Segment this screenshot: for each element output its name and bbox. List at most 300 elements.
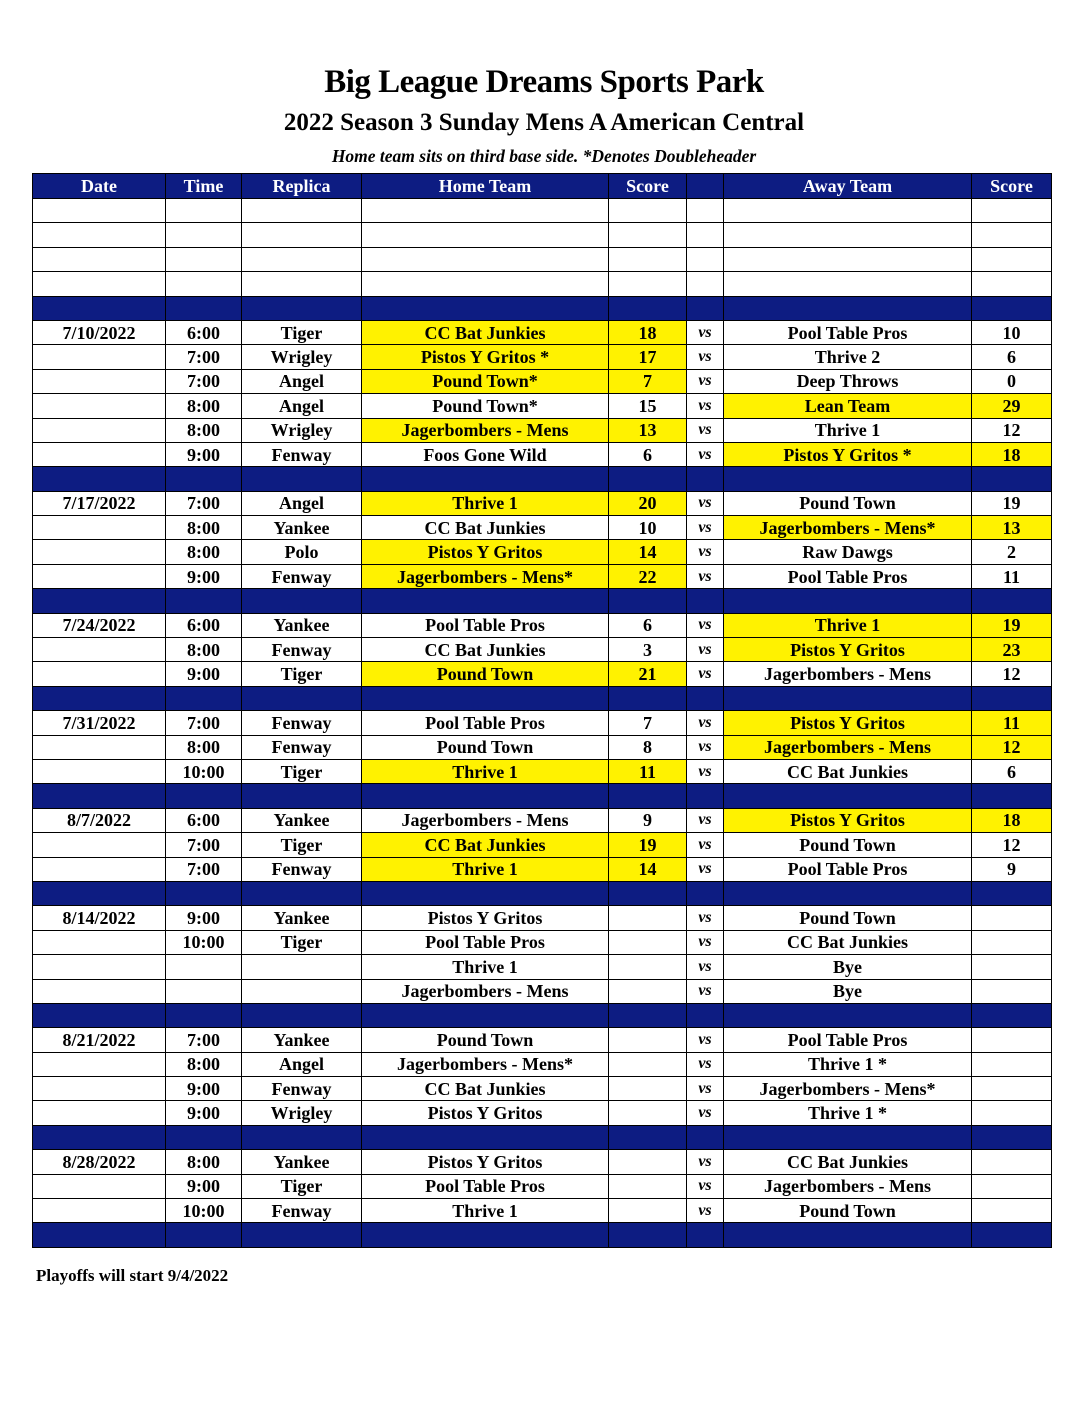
cell-home-team: CC Bat Junkies (362, 516, 609, 540)
cell-home-score: 10 (609, 516, 687, 540)
cell-replica: Wrigley (242, 345, 362, 369)
cell-vs (687, 247, 724, 271)
cell-vs (687, 589, 724, 613)
cell-home-team (362, 784, 609, 808)
cell-vs: vs (687, 979, 724, 1003)
cell-replica (242, 955, 362, 979)
cell-away-team: Jagerbombers - Mens (724, 1174, 972, 1198)
schedule-body (33, 199, 1052, 1248)
cell-time (166, 686, 242, 710)
col-header-date: Date (33, 174, 166, 199)
cell-time: 8:00 (166, 540, 242, 564)
cell-home-team: Jagerbombers - Mens (362, 808, 609, 832)
table-row (33, 833, 1052, 857)
cell-vs: vs (687, 1199, 724, 1223)
cell-date: 8/7/2022 (33, 808, 166, 832)
table-row (33, 662, 1052, 686)
separator-row (33, 1223, 1052, 1247)
cell-time: 6:00 (166, 320, 242, 344)
separator-row (33, 1003, 1052, 1027)
cell-home-team (362, 223, 609, 247)
cell-vs: vs (687, 418, 724, 442)
cell-replica (242, 247, 362, 271)
cell-time (166, 296, 242, 320)
cell-time: 10:00 (166, 930, 242, 954)
cell-time: 9:00 (166, 442, 242, 466)
cell-home-score (609, 1028, 687, 1052)
cell-away-score (972, 979, 1052, 1003)
cell-away-score (972, 1101, 1052, 1125)
table-row (33, 808, 1052, 832)
cell-away-score: 6 (972, 759, 1052, 783)
cell-away-team: CC Bat Junkies (724, 930, 972, 954)
cell-home-team: Pound Town* (362, 394, 609, 418)
cell-away-team: Pool Table Pros (724, 564, 972, 588)
cell-home-score: 14 (609, 540, 687, 564)
cell-away-score: 11 (972, 564, 1052, 588)
cell-date (33, 979, 166, 1003)
cell-time: 8:00 (166, 1150, 242, 1174)
cell-away-score: 18 (972, 808, 1052, 832)
cell-home-score: 13 (609, 418, 687, 442)
cell-away-score: 12 (972, 418, 1052, 442)
cell-away-team (724, 784, 972, 808)
col-header-away-team: Away Team (724, 174, 972, 199)
cell-home-team: Pistos Y Gritos (362, 1150, 609, 1174)
cell-home-team (362, 881, 609, 905)
table-row (33, 394, 1052, 418)
cell-replica: Fenway (242, 857, 362, 881)
cell-home-team: Pool Table Pros (362, 1174, 609, 1198)
cell-home-score (609, 979, 687, 1003)
table-row (33, 1174, 1052, 1198)
cell-home-team: Pound Town (362, 662, 609, 686)
cell-date (33, 589, 166, 613)
cell-home-team: Thrive 1 (362, 759, 609, 783)
cell-home-score (609, 1199, 687, 1223)
col-header-vs (687, 174, 724, 199)
cell-vs: vs (687, 930, 724, 954)
cell-replica (242, 589, 362, 613)
cell-home-score (609, 686, 687, 710)
cell-date (33, 418, 166, 442)
cell-away-score: 29 (972, 394, 1052, 418)
cell-vs (687, 1125, 724, 1149)
cell-date (33, 199, 166, 223)
cell-away-score: 9 (972, 857, 1052, 881)
page-title: Big League Dreams Sports Park (324, 64, 764, 100)
cell-home-score: 20 (609, 491, 687, 515)
cell-date (33, 955, 166, 979)
separator-row (33, 589, 1052, 613)
table-row (33, 1150, 1052, 1174)
cell-away-team (724, 881, 972, 905)
cell-date (33, 930, 166, 954)
cell-home-team: Pool Table Pros (362, 613, 609, 637)
col-header-home-team: Home Team (362, 174, 609, 199)
cell-time: 9:00 (166, 1077, 242, 1101)
cell-replica: Yankee (242, 613, 362, 637)
cell-away-team: Raw Dawgs (724, 540, 972, 564)
cell-replica: Tiger (242, 662, 362, 686)
cell-home-team: Thrive 1 (362, 857, 609, 881)
cell-replica: Wrigley (242, 418, 362, 442)
cell-date (33, 1077, 166, 1101)
cell-home-score: 7 (609, 711, 687, 735)
cell-away-score: 19 (972, 491, 1052, 515)
cell-home-score: 6 (609, 613, 687, 637)
cell-time: 6:00 (166, 808, 242, 832)
cell-date: 8/14/2022 (33, 906, 166, 930)
cell-replica: Angel (242, 1052, 362, 1076)
cell-away-score (972, 247, 1052, 271)
table-row (33, 345, 1052, 369)
cell-date: 7/31/2022 (33, 711, 166, 735)
table-row (33, 564, 1052, 588)
cell-away-score (972, 296, 1052, 320)
cell-replica: Fenway (242, 711, 362, 735)
cell-vs: vs (687, 638, 724, 662)
cell-home-score (609, 223, 687, 247)
schedule-note: Home team sits on third base side. *Denotes Doubleheader (331, 146, 757, 166)
cell-replica (242, 784, 362, 808)
cell-time (166, 1003, 242, 1027)
cell-time: 10:00 (166, 759, 242, 783)
table-row (33, 418, 1052, 442)
cell-vs (687, 199, 724, 223)
cell-home-team (362, 686, 609, 710)
cell-home-team: CC Bat Junkies (362, 320, 609, 344)
cell-away-score: 12 (972, 833, 1052, 857)
cell-away-team: Pistos Y Gritos * (724, 442, 972, 466)
cell-vs (687, 686, 724, 710)
cell-home-score (609, 1174, 687, 1198)
cell-date (33, 686, 166, 710)
cell-date (33, 1003, 166, 1027)
cell-vs: vs (687, 662, 724, 686)
cell-home-score: 17 (609, 345, 687, 369)
playoffs-note: Playoffs will start 9/4/2022 (36, 1266, 229, 1285)
cell-away-score (972, 1003, 1052, 1027)
cell-date (33, 881, 166, 905)
cell-home-score (609, 1150, 687, 1174)
table-row (33, 979, 1052, 1003)
cell-away-score: 12 (972, 735, 1052, 759)
cell-time (166, 247, 242, 271)
cell-date (33, 467, 166, 491)
cell-home-team: Pound Town* (362, 369, 609, 393)
cell-away-team (724, 247, 972, 271)
cell-home-score (609, 1101, 687, 1125)
cell-home-score: 9 (609, 808, 687, 832)
cell-date: 7/24/2022 (33, 613, 166, 637)
cell-home-team: Foos Gone Wild (362, 442, 609, 466)
cell-home-score: 3 (609, 638, 687, 662)
table-row (33, 320, 1052, 344)
cell-home-team: CC Bat Junkies (362, 833, 609, 857)
cell-date (33, 759, 166, 783)
table-row (33, 857, 1052, 881)
cell-away-team: Jagerbombers - Mens (724, 662, 972, 686)
table-row (33, 1028, 1052, 1052)
cell-time: 9:00 (166, 906, 242, 930)
table-row (33, 930, 1052, 954)
cell-replica: Fenway (242, 735, 362, 759)
cell-home-score (609, 881, 687, 905)
cell-date (33, 735, 166, 759)
cell-home-team: Pool Table Pros (362, 711, 609, 735)
cell-home-score (609, 784, 687, 808)
cell-away-team: Pistos Y Gritos (724, 638, 972, 662)
cell-away-score: 11 (972, 711, 1052, 735)
cell-away-score (972, 272, 1052, 296)
cell-home-score (609, 1223, 687, 1247)
cell-away-score (972, 1052, 1052, 1076)
cell-home-score (609, 272, 687, 296)
cell-vs (687, 272, 724, 296)
cell-away-score: 12 (972, 662, 1052, 686)
cell-away-team: Jagerbombers - Mens* (724, 1077, 972, 1101)
separator-row (33, 784, 1052, 808)
cell-away-team (724, 589, 972, 613)
cell-time (166, 881, 242, 905)
cell-away-team: Deep Throws (724, 369, 972, 393)
table-row (33, 442, 1052, 466)
cell-away-team: CC Bat Junkies (724, 1150, 972, 1174)
cell-time (166, 955, 242, 979)
cell-away-score: 13 (972, 516, 1052, 540)
cell-away-score (972, 881, 1052, 905)
cell-away-score: 6 (972, 345, 1052, 369)
blank-row (33, 272, 1052, 296)
cell-home-team (362, 589, 609, 613)
cell-away-score: 18 (972, 442, 1052, 466)
cell-away-team: Lean Team (724, 394, 972, 418)
cell-home-team: Pistos Y Gritos (362, 540, 609, 564)
cell-home-team (362, 1003, 609, 1027)
cell-date (33, 662, 166, 686)
cell-time: 8:00 (166, 1052, 242, 1076)
cell-home-score (609, 589, 687, 613)
cell-time (166, 784, 242, 808)
cell-vs: vs (687, 320, 724, 344)
table-row (33, 516, 1052, 540)
cell-away-team: Bye (724, 979, 972, 1003)
cell-away-team: Thrive 1 (724, 613, 972, 637)
cell-home-team: Jagerbombers - Mens (362, 418, 609, 442)
table-row (33, 638, 1052, 662)
cell-vs (687, 296, 724, 320)
cell-time: 7:00 (166, 711, 242, 735)
cell-date: 8/28/2022 (33, 1150, 166, 1174)
cell-replica (242, 296, 362, 320)
table-row (33, 540, 1052, 564)
col-header-time: Time (166, 174, 242, 199)
cell-vs: vs (687, 369, 724, 393)
cell-away-team: Pistos Y Gritos (724, 808, 972, 832)
cell-vs: vs (687, 857, 724, 881)
cell-date (33, 638, 166, 662)
cell-home-score: 21 (609, 662, 687, 686)
cell-away-team (724, 272, 972, 296)
cell-away-score (972, 589, 1052, 613)
cell-home-team (362, 247, 609, 271)
cell-replica (242, 1223, 362, 1247)
cell-date (33, 540, 166, 564)
cell-vs: vs (687, 955, 724, 979)
cell-replica: Tiger (242, 320, 362, 344)
cell-home-team: Pistos Y Gritos (362, 906, 609, 930)
cell-home-score: 8 (609, 735, 687, 759)
cell-away-score (972, 1077, 1052, 1101)
cell-away-team: Jagerbombers - Mens* (724, 516, 972, 540)
table-row (33, 759, 1052, 783)
cell-replica: Yankee (242, 906, 362, 930)
cell-home-score: 6 (609, 442, 687, 466)
table-row (33, 369, 1052, 393)
cell-home-score (609, 199, 687, 223)
cell-away-score (972, 906, 1052, 930)
cell-vs (687, 1003, 724, 1027)
separator-row (33, 1125, 1052, 1149)
cell-time (166, 1223, 242, 1247)
cell-home-team: Thrive 1 (362, 955, 609, 979)
cell-replica: Angel (242, 369, 362, 393)
cell-away-score (972, 930, 1052, 954)
cell-replica (242, 686, 362, 710)
cell-home-score: 15 (609, 394, 687, 418)
cell-home-team: Pistos Y Gritos * (362, 345, 609, 369)
cell-date (33, 1199, 166, 1223)
cell-time (166, 223, 242, 247)
cell-home-team: Pound Town (362, 735, 609, 759)
col-header-home-score: Score (609, 174, 687, 199)
cell-home-team (362, 272, 609, 296)
cell-replica: Tiger (242, 833, 362, 857)
cell-date (33, 1101, 166, 1125)
cell-time (166, 1125, 242, 1149)
cell-away-team (724, 686, 972, 710)
cell-home-team: Jagerbombers - Mens (362, 979, 609, 1003)
cell-away-score (972, 955, 1052, 979)
cell-away-team: Thrive 2 (724, 345, 972, 369)
cell-replica: Yankee (242, 1028, 362, 1052)
cell-vs (687, 784, 724, 808)
schedule-table (32, 173, 1052, 1248)
cell-away-score (972, 1125, 1052, 1149)
cell-vs: vs (687, 516, 724, 540)
cell-away-team (724, 1125, 972, 1149)
cell-vs: vs (687, 906, 724, 930)
cell-home-team (362, 467, 609, 491)
cell-home-team: Thrive 1 (362, 1199, 609, 1223)
cell-vs: vs (687, 1101, 724, 1125)
cell-time: 9:00 (166, 1101, 242, 1125)
table-row (33, 1101, 1052, 1125)
cell-replica: Fenway (242, 1077, 362, 1101)
table-row (33, 1199, 1052, 1223)
cell-date (33, 1052, 166, 1076)
cell-date (33, 564, 166, 588)
cell-date (33, 1223, 166, 1247)
cell-vs: vs (687, 711, 724, 735)
cell-time: 9:00 (166, 662, 242, 686)
cell-replica: Yankee (242, 1150, 362, 1174)
cell-vs (687, 1223, 724, 1247)
cell-home-score (609, 906, 687, 930)
cell-away-team: Pound Town (724, 833, 972, 857)
col-header-away-score: Score (972, 174, 1052, 199)
cell-away-team: Pool Table Pros (724, 320, 972, 344)
cell-home-score: 19 (609, 833, 687, 857)
cell-date (33, 345, 166, 369)
cell-vs: vs (687, 808, 724, 832)
cell-away-team: CC Bat Junkies (724, 759, 972, 783)
cell-home-score (609, 1052, 687, 1076)
cell-away-score: 0 (972, 369, 1052, 393)
table-row (33, 711, 1052, 735)
cell-home-team: CC Bat Junkies (362, 638, 609, 662)
cell-replica (242, 1125, 362, 1149)
cell-away-team (724, 1223, 972, 1247)
cell-replica (242, 272, 362, 296)
cell-replica: Wrigley (242, 1101, 362, 1125)
cell-away-score: 2 (972, 540, 1052, 564)
cell-away-team (724, 1003, 972, 1027)
cell-vs (687, 467, 724, 491)
cell-date: 8/21/2022 (33, 1028, 166, 1052)
cell-home-team (362, 1125, 609, 1149)
cell-home-score: 7 (609, 369, 687, 393)
cell-time: 8:00 (166, 638, 242, 662)
cell-away-score: 10 (972, 320, 1052, 344)
cell-away-score (972, 784, 1052, 808)
cell-replica: Tiger (242, 759, 362, 783)
cell-time: 8:00 (166, 418, 242, 442)
table-row (33, 1052, 1052, 1076)
cell-vs: vs (687, 1150, 724, 1174)
cell-date (33, 784, 166, 808)
cell-home-team: Jagerbombers - Mens* (362, 564, 609, 588)
cell-replica (242, 223, 362, 247)
cell-home-score: 11 (609, 759, 687, 783)
page-subtitle: 2022 Season 3 Sunday Mens A American Central (283, 109, 805, 136)
cell-away-score (972, 223, 1052, 247)
cell-time: 7:00 (166, 369, 242, 393)
blank-row (33, 247, 1052, 271)
cell-away-team: Pound Town (724, 491, 972, 515)
cell-away-team (724, 296, 972, 320)
cell-away-team: Thrive 1 (724, 418, 972, 442)
cell-date (33, 223, 166, 247)
table-row (33, 906, 1052, 930)
cell-time: 9:00 (166, 564, 242, 588)
cell-time: 7:00 (166, 345, 242, 369)
cell-vs: vs (687, 833, 724, 857)
cell-away-score (972, 1223, 1052, 1247)
table-row (33, 491, 1052, 515)
table-row (33, 613, 1052, 637)
cell-home-team: Jagerbombers - Mens* (362, 1052, 609, 1076)
cell-away-team: Jagerbombers - Mens (724, 735, 972, 759)
cell-home-team (362, 296, 609, 320)
cell-home-team: Thrive 1 (362, 491, 609, 515)
separator-row (33, 467, 1052, 491)
cell-replica: Tiger (242, 1174, 362, 1198)
cell-replica (242, 979, 362, 1003)
cell-date (33, 296, 166, 320)
cell-home-team: Pound Town (362, 1028, 609, 1052)
